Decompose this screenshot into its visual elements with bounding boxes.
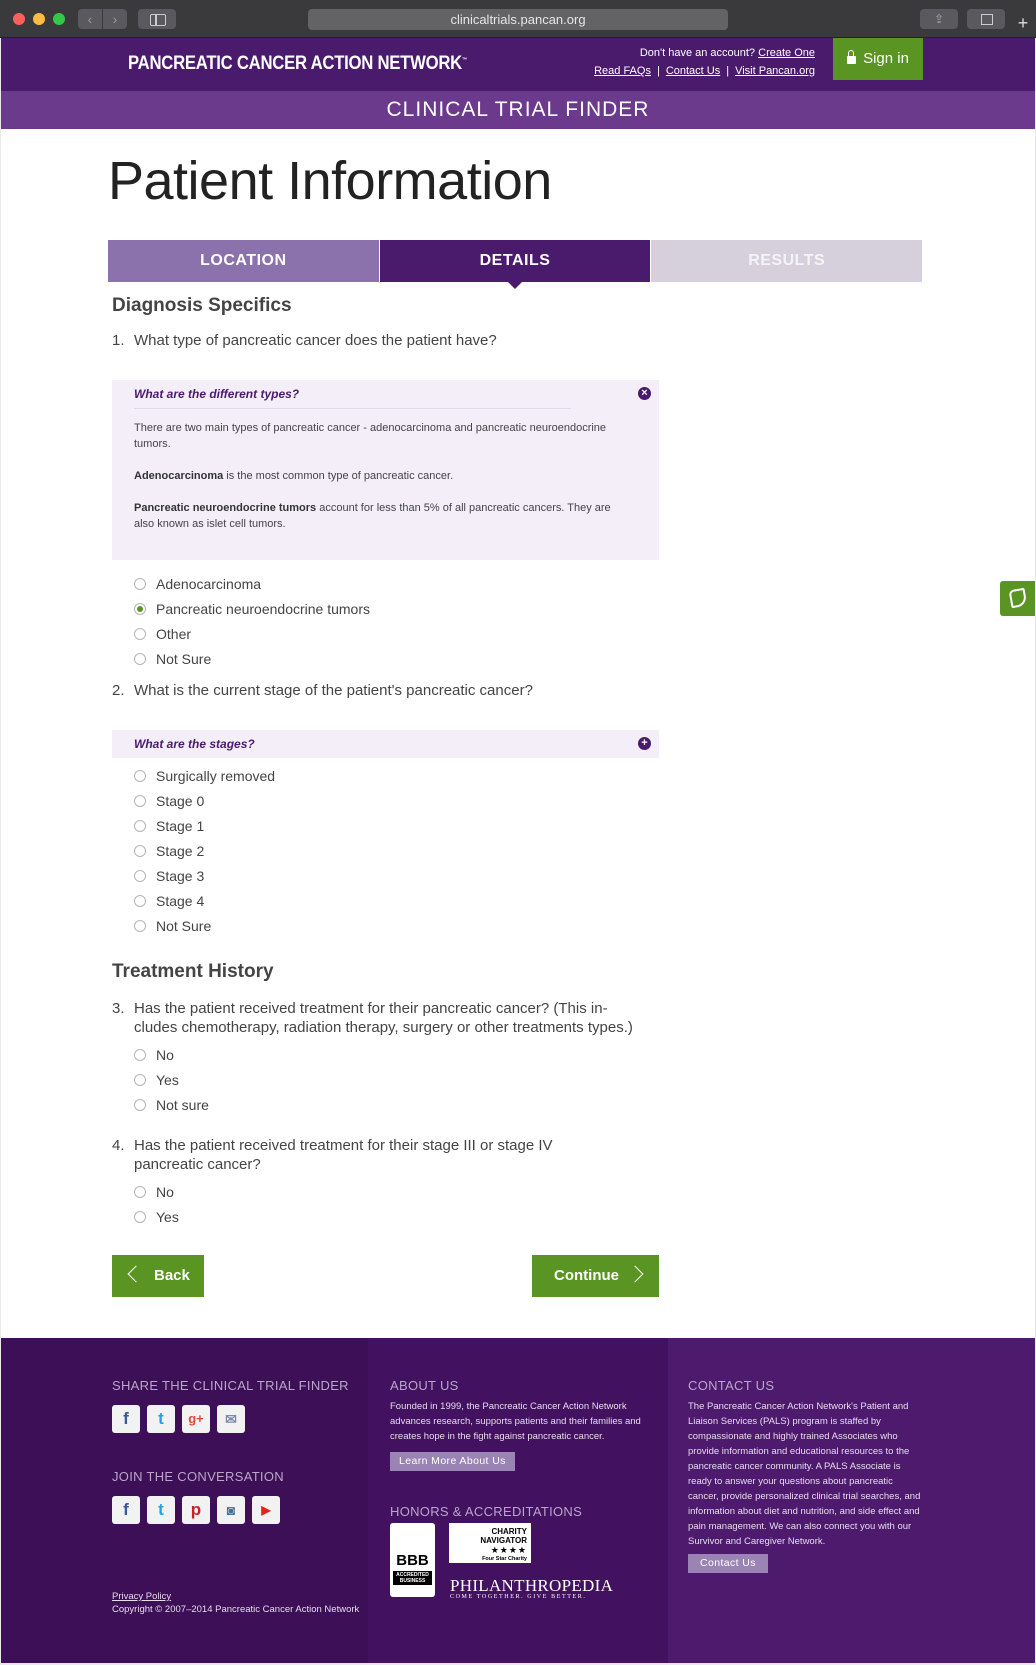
- call-support-tab[interactable]: [1000, 581, 1035, 616]
- radio-option[interactable]: [134, 596, 370, 621]
- page-title: Patient Information: [108, 151, 552, 211]
- charity-navigator-badge[interactable]: [449, 1523, 531, 1563]
- option-label: Stage 3: [156, 867, 205, 884]
- info-term: Adenocarcinoma: [134, 470, 224, 482]
- radio-button[interactable]: [134, 820, 146, 832]
- youtube-icon[interactable]: ▶: [252, 1496, 280, 1524]
- contact-heading: CONTACT US: [688, 1378, 775, 1393]
- question-number: 4.: [112, 1137, 125, 1154]
- radio-option[interactable]: [134, 1042, 209, 1067]
- radio-button[interactable]: [134, 578, 146, 590]
- radio-button[interactable]: [134, 895, 146, 907]
- option-label: Yes: [156, 1071, 179, 1088]
- sign-in-button[interactable]: [833, 38, 923, 80]
- facebook-icon[interactable]: f: [112, 1405, 140, 1433]
- radio-button[interactable]: [134, 770, 146, 782]
- cancer-type-options: [134, 571, 370, 671]
- question-1: [112, 331, 644, 350]
- philanthropedia-logo[interactable]: [450, 1576, 613, 1600]
- option-label: Adenocarcinoma: [156, 575, 262, 592]
- account-prompt-text: Don't have an account?: [639, 47, 756, 59]
- radio-option[interactable]: [134, 838, 275, 863]
- radio-option[interactable]: [134, 813, 275, 838]
- honors-heading: HONORS & ACCREDITATIONS: [390, 1504, 583, 1519]
- instagram-icon[interactable]: ◙: [217, 1496, 245, 1524]
- email-icon[interactable]: ✉: [217, 1405, 245, 1433]
- join-heading: JOIN THE CONVERSATION: [112, 1469, 284, 1484]
- radio-option[interactable]: [134, 571, 370, 596]
- radio-option[interactable]: [134, 646, 370, 671]
- trademark: ™: [461, 57, 468, 64]
- visit-pancan-link[interactable]: Visit Pancan.org: [735, 65, 815, 77]
- chevron-right-icon: [627, 1266, 644, 1283]
- sign-in-label: Sign in: [863, 50, 909, 67]
- question-number: 2.: [112, 682, 125, 699]
- zoom-window-button[interactable]: [53, 13, 65, 25]
- radio-button[interactable]: [134, 628, 146, 640]
- option-label: No: [156, 1183, 174, 1200]
- diagnosis-heading: Diagnosis Specifics: [112, 295, 292, 316]
- chevron-left-icon: ‹: [87, 11, 93, 27]
- radio-button-selected[interactable]: [134, 603, 146, 615]
- about-heading: ABOUT US: [390, 1378, 459, 1393]
- step-tabs: [108, 240, 922, 284]
- radio-option[interactable]: [134, 763, 275, 788]
- minimize-window-button[interactable]: [33, 13, 45, 25]
- twitter-icon[interactable]: t: [147, 1496, 175, 1524]
- types-info-header[interactable]: [112, 380, 659, 408]
- radio-option[interactable]: [134, 788, 275, 813]
- radio-option[interactable]: [134, 863, 275, 888]
- create-account-link[interactable]: Create One: [758, 47, 815, 59]
- radio-button[interactable]: [134, 920, 146, 932]
- stages-info-title: What are the stages?: [134, 737, 255, 751]
- cn-title: [449, 1527, 527, 1545]
- stages-info-header[interactable]: [112, 730, 659, 758]
- share-button[interactable]: [920, 9, 958, 29]
- radio-option[interactable]: [134, 888, 275, 913]
- cn-rating-text: Four Star Charity: [482, 1556, 527, 1562]
- stages-info-panel: [112, 730, 659, 758]
- share-icons: [112, 1405, 245, 1433]
- question-3: [112, 999, 644, 1037]
- browser-forward-button[interactable]: [103, 9, 127, 29]
- question-4: [112, 1136, 584, 1174]
- close-icon[interactable]: ×: [638, 387, 651, 400]
- twitter-icon[interactable]: t: [147, 1405, 175, 1433]
- copyright-text: Copyright © 2007–2014 Pancreatic Cancer Action Network: [112, 1604, 360, 1615]
- philanthropedia-tagline: COME TOGETHER. GIVE BETTER.: [450, 1594, 587, 1600]
- treatment-options: [134, 1042, 209, 1117]
- header-links: [594, 65, 815, 77]
- sidebar-toggle-button[interactable]: [138, 9, 176, 29]
- privacy-policy-link[interactable]: Privacy Policy: [112, 1591, 172, 1602]
- link-separator: |: [656, 65, 660, 77]
- chevron-right-icon: ›: [112, 11, 118, 27]
- option-label: Stage 4: [156, 892, 205, 909]
- radio-button[interactable]: [134, 1049, 146, 1061]
- phone-icon: [1009, 588, 1028, 609]
- radio-option[interactable]: [134, 1067, 209, 1092]
- star-rating-icon: ★★★★: [490, 1545, 527, 1555]
- option-label: Surgically removed: [156, 767, 276, 784]
- option-label: Stage 2: [156, 842, 205, 859]
- radio-button[interactable]: [134, 1186, 146, 1198]
- read-faqs-link[interactable]: Read FAQs: [594, 65, 651, 77]
- option-label: Stage 1: [156, 817, 205, 834]
- share-icon: ⇪: [933, 12, 945, 26]
- radio-button[interactable]: [134, 795, 146, 807]
- question-text: Has the patient received treatment for their stage III or stage IV pancreatic cancer?: [134, 1137, 553, 1173]
- option-label: Not Sure: [156, 650, 212, 667]
- logo-text: PANCREATIC CANCER ACTION NETWORK: [128, 53, 462, 74]
- chevron-left-icon: [128, 1266, 145, 1283]
- bbb-subtitle: ACCREDITED BUSINESS: [393, 1571, 432, 1585]
- browser-toolbar: [0, 0, 1036, 38]
- facebook-icon[interactable]: f: [112, 1496, 140, 1524]
- site-footer: [1, 1338, 1035, 1663]
- lock-icon: [847, 56, 856, 64]
- about-text: Founded in 1999, the Pancreatic Cancer Action Network advances research, supports patients and their families and creates hope in the fight against pancreatic cancer.: [390, 1401, 641, 1442]
- question-text: What type of pancreatic cancer does the patient have?: [134, 332, 497, 349]
- radio-button[interactable]: [134, 1074, 146, 1086]
- back-button[interactable]: [112, 1255, 204, 1297]
- advanced-treatment-options: [134, 1179, 179, 1229]
- stage-options: [134, 763, 275, 938]
- option-label: Not sure: [156, 1096, 209, 1113]
- bbb-logo-text: BBB: [396, 1552, 429, 1569]
- radio-button[interactable]: [134, 1211, 146, 1223]
- treatment-heading: Treatment History: [112, 961, 274, 982]
- radio-button[interactable]: [134, 653, 146, 665]
- radio-button[interactable]: [134, 870, 146, 882]
- share-heading: SHARE THE CLINICAL TRIAL FINDER: [112, 1378, 349, 1393]
- tab-results: RESULTS: [651, 240, 922, 282]
- radio-option[interactable]: [134, 1204, 179, 1229]
- info-definition: account for less than 5% of all pancreatic cancers. They are also known as islet cell tumors.: [134, 502, 611, 530]
- question-number: 3.: [112, 1000, 125, 1017]
- option-label: Yes: [156, 1208, 179, 1225]
- browser-back-button[interactable]: [78, 9, 102, 29]
- googleplus-icon[interactable]: g+: [182, 1405, 210, 1433]
- account-prompt: [640, 47, 815, 59]
- radio-button[interactable]: [134, 1099, 146, 1111]
- types-info-body: [112, 409, 659, 532]
- follow-icons: [112, 1496, 280, 1524]
- link-separator: |: [726, 65, 730, 77]
- contact-us-link[interactable]: Contact Us: [665, 65, 721, 77]
- close-window-button[interactable]: [13, 13, 25, 25]
- address-bar[interactable]: clinicaltrials.pancan.org: [308, 9, 728, 30]
- show-tabs-button[interactable]: [967, 9, 1005, 29]
- web-page: [1, 38, 1035, 1663]
- tab-location[interactable]: LOCATION: [108, 240, 379, 282]
- option-label: Other: [156, 625, 192, 642]
- question-2: [112, 681, 644, 700]
- types-info-panel: [112, 380, 659, 560]
- bbb-badge[interactable]: [390, 1523, 435, 1597]
- learn-more-button[interactable]: Learn More About Us: [390, 1452, 515, 1471]
- question-text: Has the patient received treatment for their pancreatic cancer? (This includes chemotherapy, radiation therapy, surgery or other treatments types.): [134, 1000, 633, 1036]
- contact-text: The Pancreatic Cancer Action Network's Patient and Liaison Services (PALS) program is staffed by compassionate and highly trained Associates who provide information and educational resources to the pancreatic cancer community. A PALS Associate is ready to answer your questions about pancreatic cancer, provide personalized clinical trial searches, and information about diet and nutrition, and side effect and pain management. We can also connect you with our Survivor and Caregiver Network.: [688, 1401, 921, 1547]
- radio-option[interactable]: [134, 621, 370, 646]
- pinterest-icon[interactable]: p: [182, 1496, 210, 1524]
- option-label: No: [156, 1046, 174, 1063]
- continue-button[interactable]: [532, 1255, 659, 1297]
- continue-label: Continue: [554, 1267, 619, 1284]
- question-number: 1.: [112, 332, 125, 349]
- question-text: What is the current stage of the patient's pancreatic cancer?: [134, 682, 533, 699]
- cn-line-1: CHARITY: [491, 1527, 527, 1536]
- back-label: Back: [154, 1267, 190, 1284]
- info-paragraph: [134, 500, 629, 532]
- info-paragraph: [134, 468, 629, 484]
- option-label: Stage 0: [156, 792, 205, 809]
- cn-line-2: NAVIGATOR: [480, 1536, 527, 1545]
- types-info-title: What are the different types?: [134, 387, 300, 401]
- radio-button[interactable]: [134, 845, 146, 857]
- info-term: Pancreatic neuroendocrine tumors: [134, 502, 317, 514]
- tab-details[interactable]: DETAILS: [380, 240, 651, 282]
- new-tab-button[interactable]: +: [1017, 13, 1029, 33]
- info-definition: is the most common type of pancreatic cancer.: [223, 470, 454, 482]
- philanthropedia-name: PHILANTHROPEDIA: [450, 1576, 614, 1595]
- option-label: Pancreatic neuroendocrine tumors: [156, 600, 371, 617]
- radio-option[interactable]: [134, 1179, 179, 1204]
- app-title-bar: CLINICAL TRIAL FINDER: [1, 91, 1035, 129]
- radio-option[interactable]: [134, 1092, 209, 1117]
- footer-contact-button[interactable]: Contact Us: [688, 1554, 768, 1573]
- radio-option[interactable]: [134, 913, 275, 938]
- option-label: Not Sure: [156, 917, 212, 934]
- site-logo[interactable]: [128, 53, 467, 75]
- site-header: [1, 38, 1035, 91]
- plus-icon[interactable]: +: [638, 737, 651, 750]
- info-paragraph: There are two main types of pancreatic cancer - adenocarcinoma and pancreatic neuroendocrine tumors.: [134, 422, 607, 450]
